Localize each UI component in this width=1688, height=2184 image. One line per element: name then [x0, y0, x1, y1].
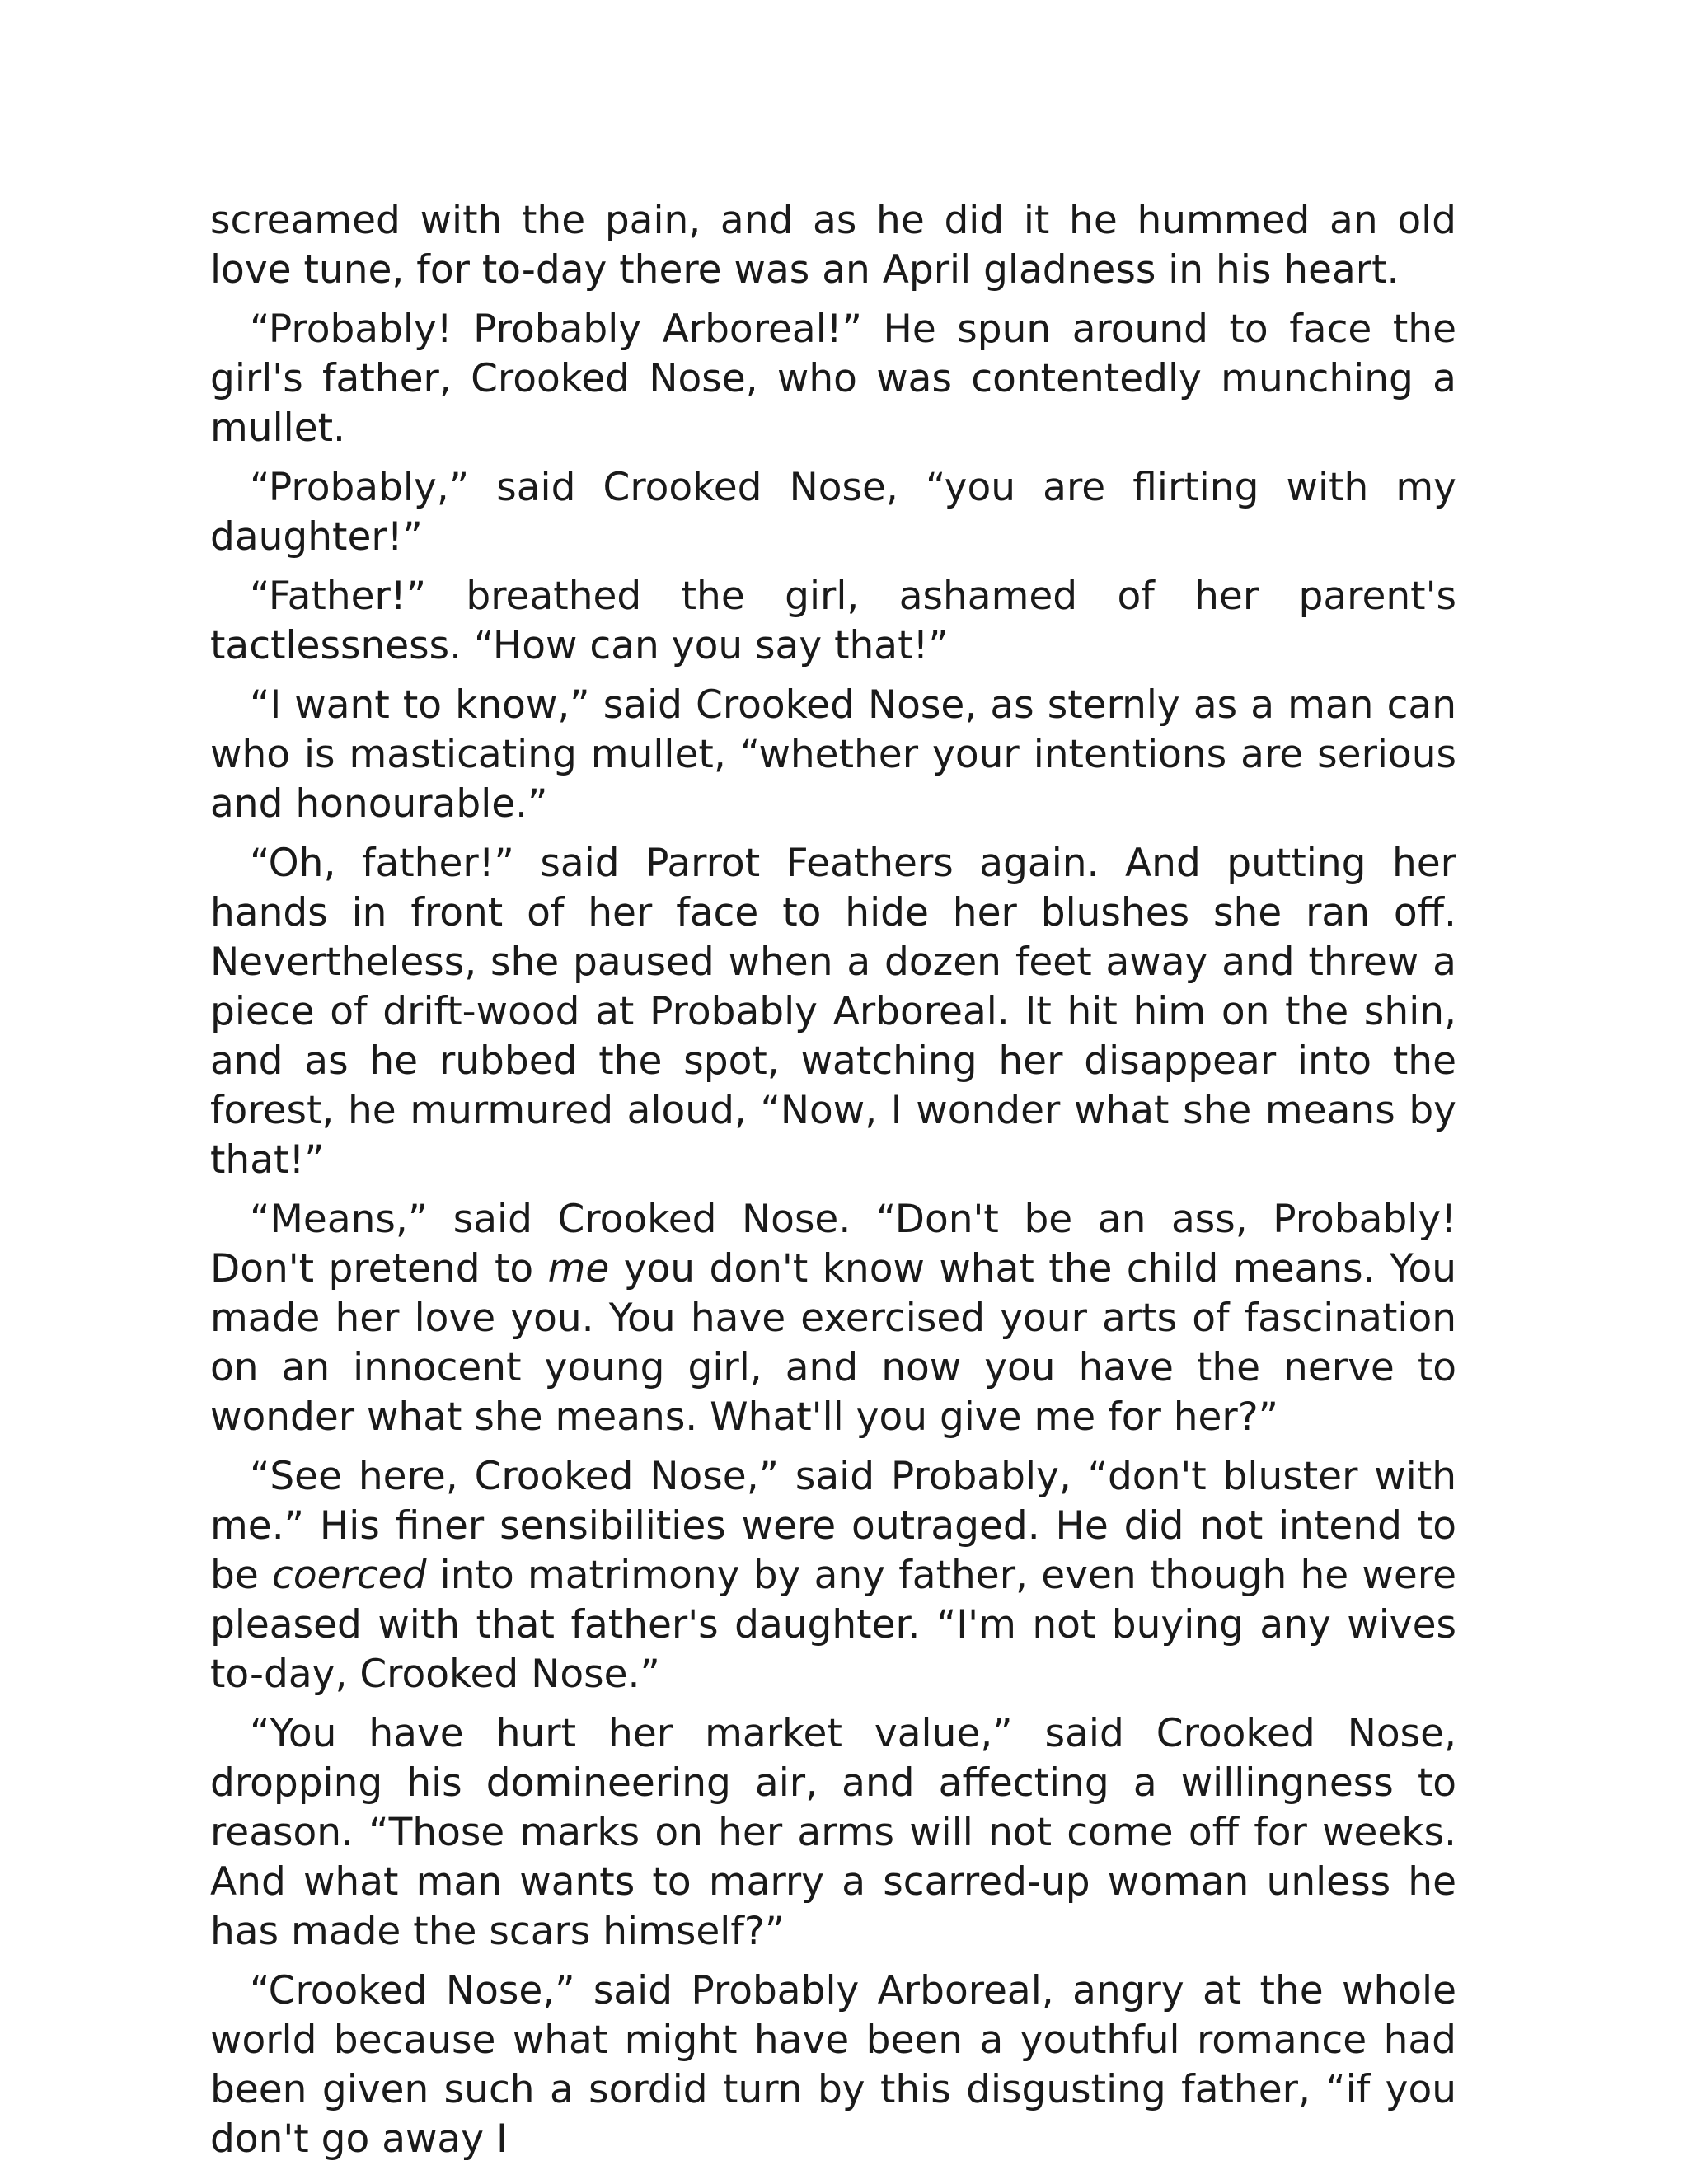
paragraph-text: “See here, Crooked Nose,” said Probably, “don't bluster with me.” His finer sensibilities were outraged. He did not intend to be — [210, 1454, 1456, 1598]
paragraph-6 — [210, 839, 1456, 1185]
paragraph-2 — [210, 305, 1456, 453]
paragraph-text: you don't know what the child means. You made her love you. You have exercised your arts of fascination on an innocent young girl, and now you have the nerve to wonder what she means. What'll you give me for her?” — [210, 1246, 1456, 1440]
paragraph-9 — [210, 1709, 1456, 1957]
paragraph-text: “I want to know,” said Crooked Nose, as sternly as a man can who is masticating mullet, “whether your intentions are serious and honourable.” — [210, 682, 1456, 827]
paragraph-8 — [210, 1452, 1456, 1699]
body-text — [210, 196, 1456, 2174]
paragraph-3 — [210, 463, 1456, 562]
italic-emphasis: me — [547, 1246, 610, 1291]
paragraph-1 — [210, 196, 1456, 295]
paragraph-10 — [210, 1966, 1456, 2164]
paragraph-text: into matrimony by any father, even though he were pleased with that father's daughter. “I'm not buying any wives to-day, Crooked Nose.” — [210, 1553, 1456, 1697]
paragraph-text: “Probably! Probably Arboreal!” He spun around to face the girl's father, Crooked Nose, who was contentedly munching a mullet. — [210, 307, 1456, 451]
paragraph-4 — [210, 572, 1456, 671]
paragraph-text: “Oh, father!” said Parrot Feathers again. And putting her hands in front of her face to hide her blushes she ran off. Nevertheless, she paused when a dozen feet away and threw a piece of drift-wood at Probably Arboreal. It hit him on the shin, and as he rubbed the spot, watching her disappear into the forest, he murmured aloud, “Now, I wonder what she means by that!” — [210, 841, 1456, 1183]
paragraph-5 — [210, 681, 1456, 829]
paragraph-text: screamed with the pain, and as he did it he hummed an old love tune, for to-day there was an April gladness in his heart. — [210, 198, 1456, 293]
paragraph-text: “You have hurt her market value,” said Crooked Nose, dropping his domineering air, and affecting a willingness to reason. “Those marks on her arms will not come off for weeks. And what man wants to marry a scarred-up woman unless he has made the scars himself?” — [210, 1711, 1456, 1954]
paragraph-text: “Probably,” said Crooked Nose, “you are flirting with my daughter!” — [210, 465, 1456, 560]
italic-emphasis: coerced — [272, 1553, 427, 1598]
paragraph-text: “Means,” said Crooked Nose. “Don't be an ass, Probably! Don't pretend to — [210, 1197, 1456, 1291]
paragraph-text: “Father!” breathed the girl, ashamed of her parent's tactlessness. “How can you say that!” — [210, 574, 1456, 668]
paragraph-text: “Crooked Nose,” said Probably Arboreal, angry at the whole world because what might have been a youthful romance had been given such a sordid turn by this disgusting father, “if you don't go away I — [210, 1968, 1456, 2162]
paragraph-7 — [210, 1195, 1456, 1442]
